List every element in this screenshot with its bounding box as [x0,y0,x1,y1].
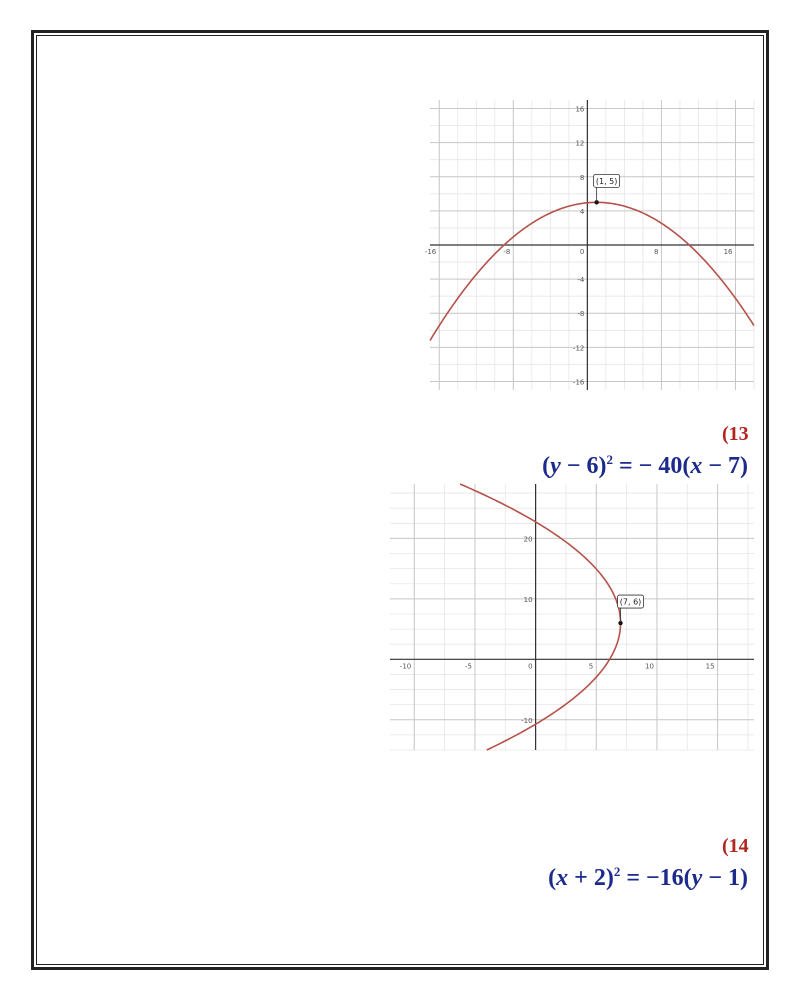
x-tick-label: 0 [528,662,533,671]
x-tick-label: -5 [464,662,472,671]
eq13-rhs-pre: = − 40( [612,453,691,479]
parabola-curve [430,202,754,340]
problem-14-equation [548,864,748,892]
y-tick-label: 20 [523,535,533,544]
eq13-rhs-var: x [690,453,703,479]
x-tick-label: -8 [503,248,511,256]
eq14-rhs-rest: − 1) [702,865,748,891]
y-tick-label: 4 [579,207,585,216]
x-tick-label: -10 [399,662,412,671]
eq13-lhs-open: ( [542,453,551,479]
x-tick-label: 8 [653,248,659,256]
y-tick-label: 16 [575,105,585,114]
x-tick-label: 15 [705,662,715,671]
eq13-exponent: 2 [606,452,613,467]
y-tick-label: 12 [575,139,585,148]
x-tick-label: 0 [579,248,585,256]
problem-13-number: (13 [722,423,749,445]
eq13-lhs-rest: − 6) [560,453,607,479]
y-tick-label: 8 [579,173,585,182]
eq14-rhs-pre: = −16( [620,865,692,891]
y-tick-label: -16 [572,378,585,387]
graph-problem-13 [390,484,754,750]
eq14-rhs-var: y [691,865,703,891]
vertex-label: (1, 5) [595,176,618,186]
y-tick-label: -8 [577,310,585,319]
x-tick-label: -16 [424,248,437,256]
eq13-rhs-rest: − 7) [702,453,748,479]
eq14-lhs-rest: + 2) [568,865,614,891]
y-tick-label: -12 [572,344,585,353]
x-tick-label: 5 [588,662,594,671]
problem-14-number: (14 [722,835,749,857]
y-tick-label: 10 [523,595,533,604]
x-tick-label: 10 [645,662,654,671]
graph-problem-12 [424,100,754,390]
y-tick-label: -10 [521,716,533,725]
eq14-lhs-var: x [556,865,569,891]
vertex-label: (7, 6) [619,597,642,607]
eq14-lhs-open: ( [548,865,557,891]
problem-13-equation [542,452,748,480]
eq14-exponent: 2 [613,864,621,879]
x-tick-label: 16 [723,248,733,256]
eq13-lhs-var: y [550,453,561,479]
y-tick-label: -4 [577,276,585,285]
